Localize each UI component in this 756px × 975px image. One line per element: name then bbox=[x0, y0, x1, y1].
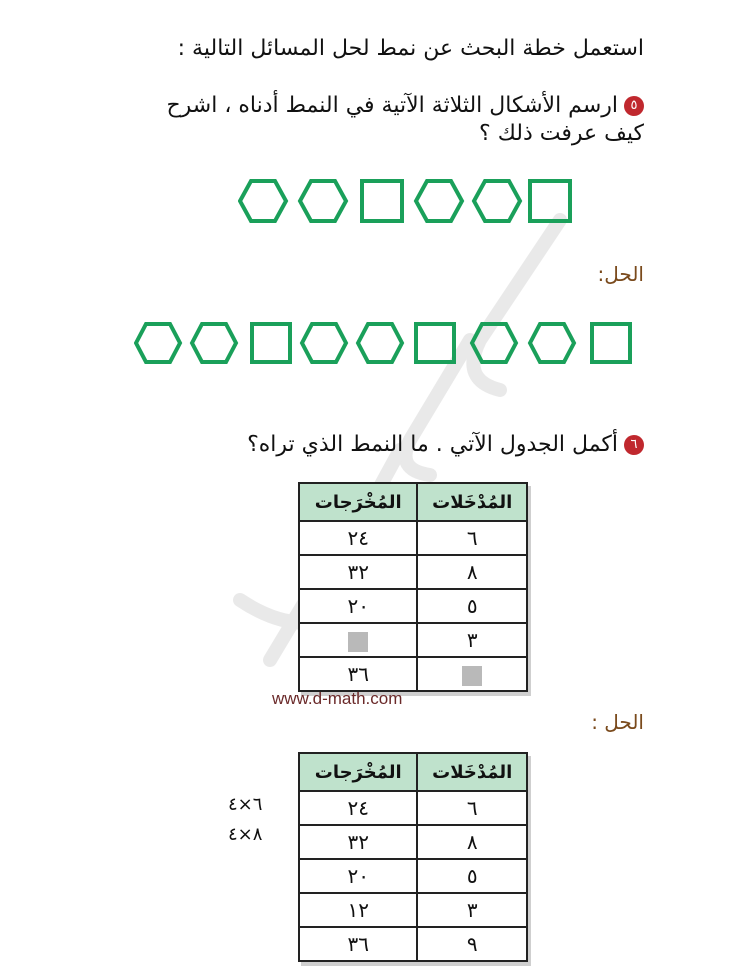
q6-solution-label: الحل : bbox=[591, 710, 644, 734]
blank-box bbox=[462, 666, 482, 686]
output-cell-blank bbox=[299, 623, 417, 657]
input-cell: ٩ bbox=[417, 927, 527, 961]
hexagon-shape bbox=[300, 181, 346, 221]
question-5-text: ارسم الأشكال الثلاثة الآتية في النمط أدناه ، اشرح كيف عرفت ذلك ؟ bbox=[166, 93, 644, 146]
output-cell: ٣٦ bbox=[299, 927, 417, 961]
q5-solution-label: الحل: bbox=[597, 262, 644, 286]
solution-shapes bbox=[134, 320, 634, 366]
table-row bbox=[299, 927, 527, 961]
table-row bbox=[299, 859, 527, 893]
table-row bbox=[299, 521, 527, 555]
output-cell: ٢٤ bbox=[299, 791, 417, 825]
table-row bbox=[299, 893, 527, 927]
input-cell: ٣ bbox=[417, 623, 527, 657]
question-6 bbox=[247, 432, 644, 457]
hexagon-shape bbox=[530, 324, 574, 362]
hexagon-shape bbox=[136, 324, 180, 362]
question-6-badge: ٦ bbox=[624, 435, 644, 455]
input-cell-blank bbox=[417, 657, 527, 691]
output-cell: ٢٠ bbox=[299, 589, 417, 623]
table-row bbox=[299, 791, 527, 825]
website-url: www.d-math.com bbox=[272, 689, 403, 708]
outputs-header: المُخْرَجات bbox=[299, 753, 417, 791]
input-cell: ٥ bbox=[417, 589, 527, 623]
table-row bbox=[299, 555, 527, 589]
question-6-text: أكمل الجدول الآتي . ما النمط الذي تراه؟ bbox=[247, 432, 618, 457]
inputs-header: المُدْخَلات bbox=[417, 753, 527, 791]
square-shape bbox=[416, 324, 454, 362]
input-cell: ٥ bbox=[417, 859, 527, 893]
input-cell: ٨ bbox=[417, 825, 527, 859]
table-row bbox=[299, 825, 527, 859]
intro-text: استعمل خطة البحث عن نمط لحل المسائل التالية : bbox=[177, 36, 644, 61]
hexagon-shape bbox=[192, 324, 236, 362]
square-shape bbox=[530, 181, 570, 221]
output-cell: ٣٦ bbox=[299, 657, 417, 691]
input-cell: ٣ bbox=[417, 893, 527, 927]
input-cell: ٨ bbox=[417, 555, 527, 589]
table-row bbox=[299, 623, 527, 657]
output-cell: ٣٢ bbox=[299, 555, 417, 589]
table-row bbox=[299, 657, 527, 691]
outputs-header: المُخْرَجات bbox=[299, 483, 417, 521]
input-cell: ٦ bbox=[417, 791, 527, 825]
hexagon-shape bbox=[472, 324, 516, 362]
pattern-table bbox=[298, 482, 528, 692]
hexagon-shape bbox=[358, 324, 402, 362]
hexagon-shape bbox=[416, 181, 462, 221]
hexagon-shape bbox=[474, 181, 520, 221]
inputs-header: المُدْخَلات bbox=[417, 483, 527, 521]
note-6x4: ٦×٤ bbox=[228, 794, 263, 815]
table-row bbox=[299, 589, 527, 623]
hexagon-shape bbox=[302, 324, 346, 362]
output-cell: ٢٠ bbox=[299, 859, 417, 893]
output-cell: ١٢ bbox=[299, 893, 417, 927]
blank-box bbox=[348, 632, 368, 652]
question-5 bbox=[124, 92, 644, 148]
question-5-badge: ٥ bbox=[624, 96, 644, 116]
input-cell: ٦ bbox=[417, 521, 527, 555]
note-8x4: ٨×٤ bbox=[228, 824, 263, 845]
square-shape bbox=[592, 324, 630, 362]
square-shape bbox=[362, 181, 402, 221]
output-cell: ٢٤ bbox=[299, 521, 417, 555]
square-shape bbox=[252, 324, 290, 362]
pattern-shapes bbox=[238, 176, 574, 226]
hexagon-shape bbox=[240, 181, 286, 221]
solution-table bbox=[298, 752, 528, 962]
output-cell: ٣٢ bbox=[299, 825, 417, 859]
